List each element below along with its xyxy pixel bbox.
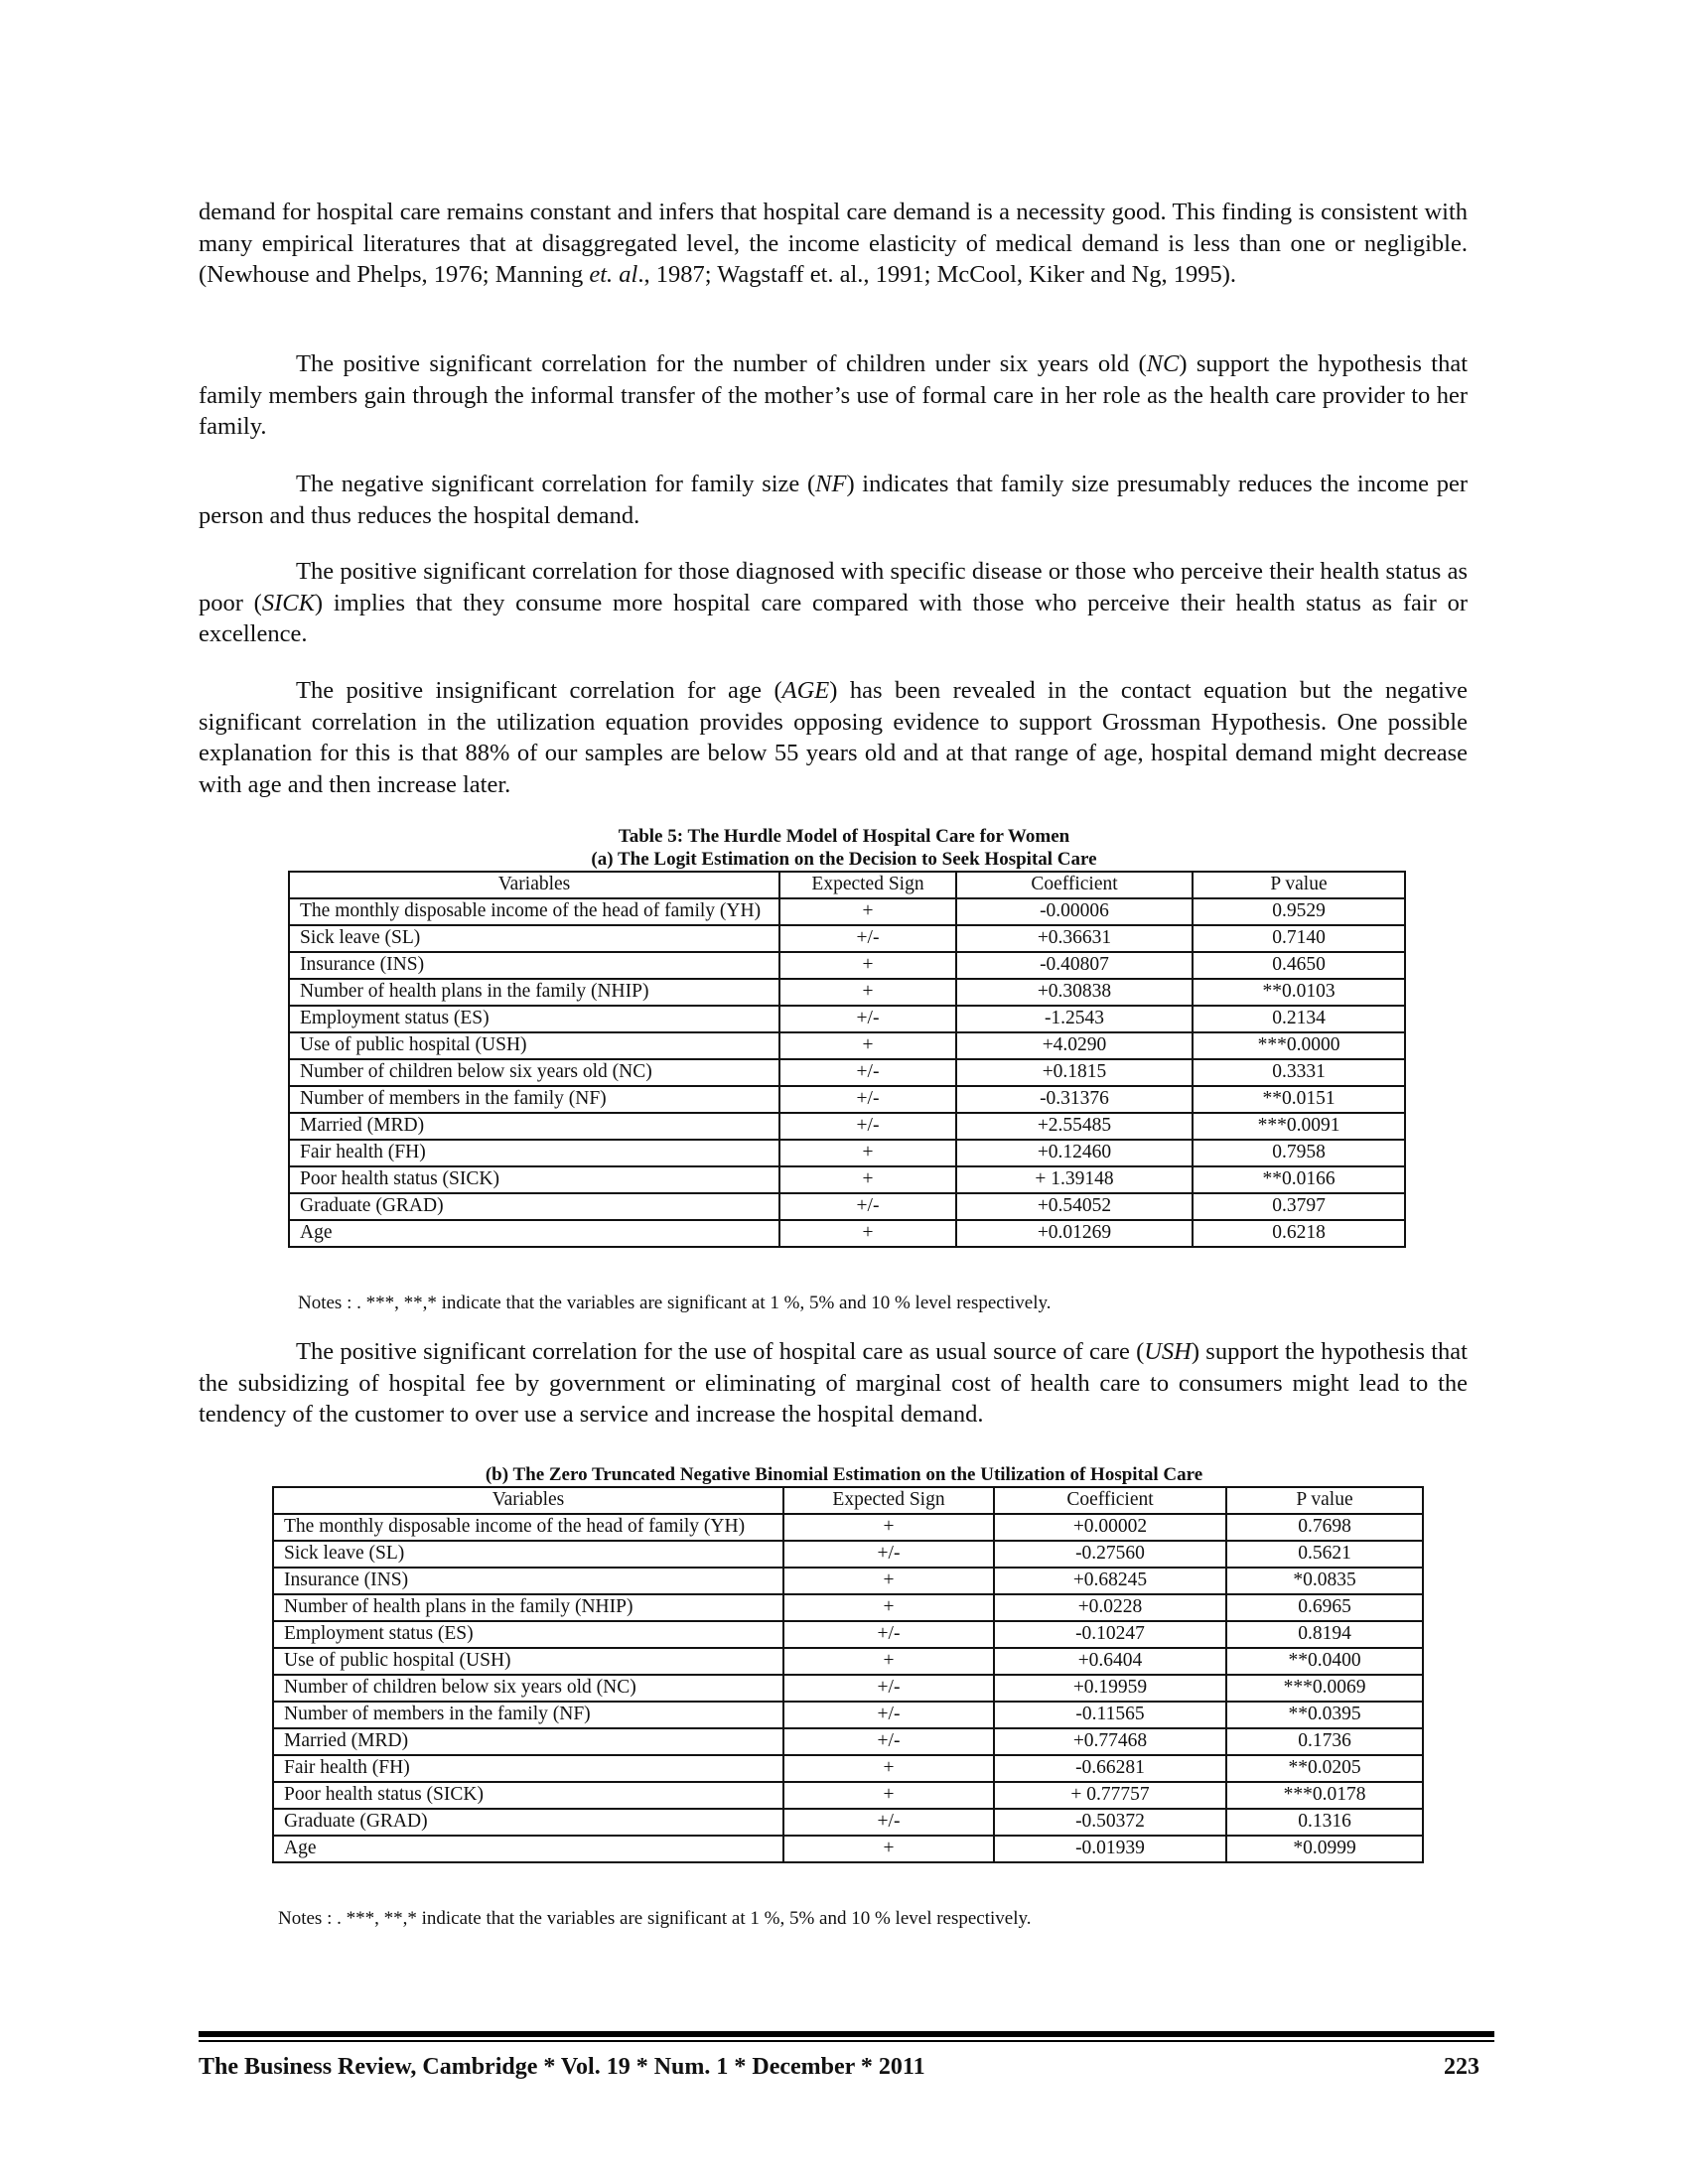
variable-name: Poor health status (SICK) [273, 1782, 783, 1809]
variable-name: The monthly disposable income of the head of family (YH) [273, 1514, 783, 1541]
table-5a-logit [288, 871, 1406, 1248]
paragraph-italic: SICK [261, 589, 315, 616]
expected-sign: + [779, 952, 956, 979]
coefficient: +0.00002 [994, 1514, 1226, 1541]
expected-sign: + [783, 1514, 994, 1541]
table-row [289, 1193, 1405, 1220]
table-subtitle-text: (a) The Logit Estimation on the Decision to Seek Hospital Care [591, 849, 1097, 870]
coefficient: + 1.39148 [956, 1166, 1193, 1193]
col-header-p-value: P value [1226, 1487, 1423, 1514]
table-row [273, 1514, 1423, 1541]
coefficient: +0.77468 [994, 1728, 1226, 1755]
expected-sign: +/- [779, 1193, 956, 1220]
p-value: 0.6965 [1226, 1594, 1423, 1621]
p-value: **0.0205 [1226, 1755, 1423, 1782]
p-value: ***0.0178 [1226, 1782, 1423, 1809]
expected-sign: + [783, 1755, 994, 1782]
expected-sign: + [779, 898, 956, 925]
paragraph-text: The positive significant correlation for the use of hospital care as usual source of care ( [296, 1338, 1145, 1365]
expected-sign: + [779, 979, 956, 1006]
variable-name: Employment status (ES) [273, 1621, 783, 1648]
col-header-expected-sign: Expected Sign [783, 1487, 994, 1514]
table-row [289, 1006, 1405, 1032]
p-value: 0.9529 [1193, 898, 1405, 925]
paragraph-text: The positive significant correlation for the number of children under six years old ( [296, 350, 1147, 377]
coefficient: -1.2543 [956, 1006, 1193, 1032]
table-row [289, 1059, 1405, 1086]
expected-sign: +/- [783, 1809, 994, 1836]
table-row [273, 1782, 1423, 1809]
table-row [289, 1220, 1405, 1247]
paragraph-age [199, 675, 1468, 800]
col-header-coefficient: Coefficient [956, 872, 1193, 898]
footer [199, 2052, 1479, 2082]
expected-sign: + [783, 1836, 994, 1862]
variable-name: Insurance (INS) [289, 952, 779, 979]
table-subtitle-text: (b) The Zero Truncated Negative Binomial Estimation on the Utilization of Hospital Care [485, 1464, 1203, 1485]
p-value: 0.6218 [1193, 1220, 1405, 1247]
p-value: 0.8194 [1226, 1621, 1423, 1648]
p-value: **0.0400 [1226, 1648, 1423, 1675]
coefficient: +0.6404 [994, 1648, 1226, 1675]
col-header-coefficient: Coefficient [994, 1487, 1226, 1514]
variable-name: Use of public hospital (USH) [273, 1648, 783, 1675]
paragraph-children [199, 348, 1468, 443]
p-value: 0.5621 [1226, 1541, 1423, 1568]
variable-name: Number of health plans in the family (NHIP) [273, 1594, 783, 1621]
coefficient: +0.68245 [994, 1568, 1226, 1594]
expected-sign: +/- [779, 1006, 956, 1032]
p-value: **0.0166 [1193, 1166, 1405, 1193]
expected-sign: + [779, 1220, 956, 1247]
variable-name: Insurance (INS) [273, 1568, 783, 1594]
expected-sign: +/- [783, 1728, 994, 1755]
col-header-variables: Variables [289, 872, 779, 898]
expected-sign: +/- [779, 1086, 956, 1113]
paragraph-text: ., 1987; Wagstaff et. al., 1991; McCool, Kiker and Ng, 1995). [637, 261, 1237, 288]
coefficient: -0.31376 [956, 1086, 1193, 1113]
col-header-variables: Variables [273, 1487, 783, 1514]
coefficient: -0.10247 [994, 1621, 1226, 1648]
variable-name: Age [273, 1836, 783, 1862]
paragraph-italic: et. al [589, 261, 638, 288]
p-value: **0.0151 [1193, 1086, 1405, 1113]
paragraph-italic: USH [1144, 1338, 1192, 1365]
variable-name: Number of members in the family (NF) [289, 1086, 779, 1113]
p-value: ***0.0069 [1226, 1675, 1423, 1702]
variable-name: Poor health status (SICK) [289, 1166, 779, 1193]
p-value: **0.0103 [1193, 979, 1405, 1006]
paragraph-income-elasticity [199, 197, 1468, 291]
variable-name: Number of children below six years old (NC) [289, 1059, 779, 1086]
paragraph-text: ) implies that they consume more hospital care compared with those who perceive their health status as fair or excellence. [199, 589, 1468, 647]
coefficient: +0.36631 [956, 925, 1193, 952]
table-row [289, 1140, 1405, 1166]
p-value: ***0.0091 [1193, 1113, 1405, 1140]
expected-sign: +/- [783, 1541, 994, 1568]
paragraph-text: ) support the hypothesis that family members gain through the informal transfer of the mother’s use of formal care in her role as the health care provider to her family. [199, 350, 1469, 440]
paragraph-sick [199, 556, 1468, 650]
col-header-expected-sign: Expected Sign [779, 872, 956, 898]
table-row [273, 1568, 1423, 1594]
table-row [273, 1541, 1423, 1568]
table-5b-notes: Notes : . ***, **,* indicate that the variables are significant at 1 %, 5% and 10 % level respectively. [278, 1908, 1032, 1929]
table-row [273, 1728, 1423, 1755]
p-value: 0.3331 [1193, 1059, 1405, 1086]
paragraph-text: ) indicates that family size presumably reduces the income per person and thus reduces the hospital demand. [199, 471, 1468, 529]
p-value: 0.7698 [1226, 1514, 1423, 1541]
paragraph-text: ) has been revealed in the contact equation but the negative significant correlation in the utilization equation provides opposing evidence to support Grossman Hypothesis. One possible explanation for this is that 88% of our samples are below 55 years old and at that range of age, hospital demand might decrease with age and then increase later. [199, 677, 1468, 798]
table-5a-subtitle [0, 848, 1688, 871]
coefficient: -0.00006 [956, 898, 1193, 925]
expected-sign: +/- [779, 925, 956, 952]
table-row [289, 1113, 1405, 1140]
paragraph-text: The positive insignificant correlation for age ( [296, 677, 782, 704]
table-row [273, 1675, 1423, 1702]
p-value: *0.0999 [1226, 1836, 1423, 1862]
table-row [273, 1594, 1423, 1621]
expected-sign: + [779, 1166, 956, 1193]
p-value: **0.0395 [1226, 1702, 1423, 1728]
table-row [289, 952, 1405, 979]
coefficient: -0.01939 [994, 1836, 1226, 1862]
table-row [289, 1166, 1405, 1193]
col-header-p-value: P value [1193, 872, 1405, 898]
expected-sign: + [783, 1568, 994, 1594]
expected-sign: +/- [783, 1621, 994, 1648]
footer-rule-thick [199, 2031, 1494, 2037]
table-5a-notes: Notes : . ***, **,* indicate that the variables are significant at 1 %, 5% and 10 % level respectively. [298, 1293, 1052, 1313]
table-row [273, 1809, 1423, 1836]
expected-sign: + [783, 1648, 994, 1675]
journal-citation: The Business Review, Cambridge * Vol. 19 * Num. 1 * December * 2011 [199, 2054, 925, 2080]
coefficient: +0.01269 [956, 1220, 1193, 1247]
coefficient: +2.55485 [956, 1113, 1193, 1140]
coefficient: -0.50372 [994, 1809, 1226, 1836]
paragraph-italic: NC [1146, 350, 1180, 377]
variable-name: Number of health plans in the family (NHIP) [289, 979, 779, 1006]
table-header-row [273, 1487, 1423, 1514]
variable-name: Number of children below six years old (NC) [273, 1675, 783, 1702]
paragraph-text: The negative significant correlation for family size ( [296, 471, 816, 497]
p-value: 0.2134 [1193, 1006, 1405, 1032]
coefficient: -0.11565 [994, 1702, 1226, 1728]
coefficient: +4.0290 [956, 1032, 1193, 1059]
expected-sign: +/- [779, 1059, 956, 1086]
footer-rule-thin [199, 2040, 1494, 2042]
paragraph-text: The positive significant correlation for those diagnosed with specific disease or those who perceive their health status as poor ( [199, 558, 1468, 616]
table-row [289, 898, 1405, 925]
table-5-title [0, 825, 1688, 848]
table-row [289, 979, 1405, 1006]
paragraph-family-size [199, 469, 1468, 531]
variable-name: Number of members in the family (NF) [273, 1702, 783, 1728]
variable-name: Married (MRD) [273, 1728, 783, 1755]
coefficient: -0.27560 [994, 1541, 1226, 1568]
p-value: ***0.0000 [1193, 1032, 1405, 1059]
variable-name: Use of public hospital (USH) [289, 1032, 779, 1059]
table-5b-subtitle [0, 1463, 1688, 1486]
variable-name: Fair health (FH) [273, 1755, 783, 1782]
coefficient: -0.40807 [956, 952, 1193, 979]
variable-name: Married (MRD) [289, 1113, 779, 1140]
expected-sign: + [779, 1032, 956, 1059]
paragraph-ush [199, 1336, 1468, 1431]
table-row [273, 1836, 1423, 1862]
paragraph-text: demand for hospital care remains constant and infers that hospital care demand is a necessity good. This finding is consistent with many empirical literatures that at disaggregated level, the income elasticity of medical demand is less than one or negligible. (Newhouse and Phelps, 1976; Manning [199, 199, 1468, 288]
page-number: 223 [1444, 2054, 1479, 2080]
coefficient: +0.0228 [994, 1594, 1226, 1621]
table-row [289, 1086, 1405, 1113]
p-value: 0.3797 [1193, 1193, 1405, 1220]
variable-name: Graduate (GRAD) [273, 1809, 783, 1836]
table-header-row [289, 872, 1405, 898]
coefficient: +0.12460 [956, 1140, 1193, 1166]
variable-name: Fair health (FH) [289, 1140, 779, 1166]
variable-name: Age [289, 1220, 779, 1247]
variable-name: The monthly disposable income of the head of family (YH) [289, 898, 779, 925]
coefficient: -0.66281 [994, 1755, 1226, 1782]
p-value: 0.7958 [1193, 1140, 1405, 1166]
coefficient: +0.1815 [956, 1059, 1193, 1086]
coefficient: + 0.77757 [994, 1782, 1226, 1809]
p-value: 0.4650 [1193, 952, 1405, 979]
table-row [273, 1648, 1423, 1675]
p-value: 0.1736 [1226, 1728, 1423, 1755]
expected-sign: +/- [783, 1702, 994, 1728]
variable-name: Graduate (GRAD) [289, 1193, 779, 1220]
paragraph-italic: NF [815, 471, 847, 497]
expected-sign: + [783, 1782, 994, 1809]
expected-sign: + [783, 1594, 994, 1621]
coefficient: +0.30838 [956, 979, 1193, 1006]
table-row [289, 1032, 1405, 1059]
table-row [273, 1755, 1423, 1782]
table-row [289, 925, 1405, 952]
variable-name: Employment status (ES) [289, 1006, 779, 1032]
coefficient: +0.54052 [956, 1193, 1193, 1220]
expected-sign: +/- [783, 1675, 994, 1702]
table-5b-negative-binomial [272, 1486, 1424, 1863]
expected-sign: + [779, 1140, 956, 1166]
table-row [273, 1702, 1423, 1728]
p-value: *0.0835 [1226, 1568, 1423, 1594]
p-value: 0.1316 [1226, 1809, 1423, 1836]
table-row [273, 1621, 1423, 1648]
coefficient: +0.19959 [994, 1675, 1226, 1702]
paragraph-text: ) support the hypothesis that the subsidizing of hospital fee by government or eliminating of marginal cost of health care to consumers might lead to the tendency of the customer to over use a service and increase the hospital demand. [199, 1338, 1468, 1428]
variable-name: Sick leave (SL) [273, 1541, 783, 1568]
variable-name: Sick leave (SL) [289, 925, 779, 952]
p-value: 0.7140 [1193, 925, 1405, 952]
table-title-text: Table 5: The Hurdle Model of Hospital Care for Women [618, 826, 1070, 847]
expected-sign: +/- [779, 1113, 956, 1140]
paragraph-italic: AGE [781, 677, 830, 704]
